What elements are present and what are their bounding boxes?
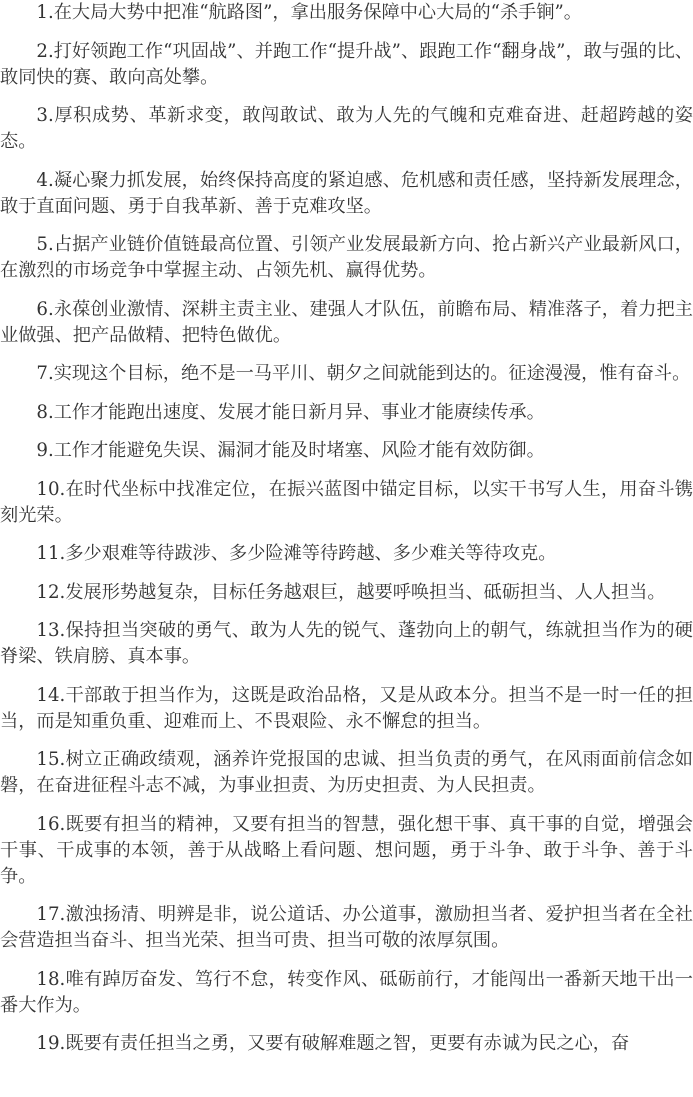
paragraph-19: 19.既要有责任担当之勇，又要有破解难题之智，更要有赤诚为民之心，奋 bbox=[36, 1033, 630, 1054]
paragraph-17: 17.激浊扬清、明辨是非，说公道话、办公道事，激励担当者、爱护担当者在全社会营造担当奋斗、担当光荣、担当可贵、担当可敬的浓厚氛围。 bbox=[0, 904, 693, 951]
paragraph-6: 6.永葆创业激情、深耕主责主业、建强人才队伍，前瞻布局、精准落子，着力把主业做强、把产品做精、把特色做优。 bbox=[0, 298, 693, 346]
paragraph-8: 8.工作才能跑出速度、发展才能日新月异、事业才能赓续传承。 bbox=[36, 401, 545, 423]
paragraph-13: 13.保持担当突破的勇气、敢为人先的锐气、蓬勃向上的朝气，练就担当作为的硬脊梁、铁肩膀、真本事。 bbox=[0, 620, 693, 667]
paragraph-14: 14.干部敢于担当作为，这既是政治品格，又是从政本分。担当不是一时一任的担当，而是知重负重、迎难而上、不畏艰险、永不懈怠的担当。 bbox=[0, 684, 693, 732]
paragraph-15: 15.树立正确政绩观，涵养许党报国的忠诚、担当负责的勇气，在风雨面前信念如磐，在奋进征程斗志不减，为事业担责、为历史担责、为人民担责。 bbox=[0, 749, 693, 796]
paragraph-7: 7.实现这个目标，绝不是一马平川、朝夕之间就能到达的。征途漫漫，惟有奋斗。 bbox=[36, 363, 691, 384]
paragraph-10: 10.在时代坐标中找准定位，在振兴蓝图中锚定目标，以实干书写人生，用奋斗镌刻光荣。 bbox=[0, 478, 693, 526]
paragraph-18: 18.唯有踔厉奋发、笃行不怠，转变作风、砥砺前行，才能闯出一番新天地干出一番大作为。 bbox=[0, 968, 693, 1016]
paragraph-1: 1.在大局大势中把准“航路图”，拿出服务保障中心大局的“杀手锏”。 bbox=[36, 2, 582, 23]
paragraph-16: 16.既要有担当的精神，又要有担当的智慧，强化想干事、真干事的自觉，增强会干事、干成事的本领，善于从战略上看问题、想问题，勇于斗争、敢于斗争、善于斗争。 bbox=[0, 813, 693, 887]
paragraph-3: 3.厚积成势、革新求变，敢闯敢试、敢为人先的气魄和克难奋进、赶超跨越的姿态。 bbox=[0, 105, 693, 152]
paragraph-5: 5.占据产业链价值链最高位置、引领产业发展最新方向、抢占新兴产业最新风口，在激烈的市场竞争中掌握主动、占领先机、赢得优势。 bbox=[0, 234, 693, 281]
paragraph-12: 12.发展形势越复杂，目标任务越艰巨，越要呼唤担当、砥砺担当、人人担当。 bbox=[36, 581, 666, 603]
paragraph-11: 11.多少艰难等待跋涉、多少险滩等待跨越、多少难关等待攻克。 bbox=[36, 543, 557, 564]
paragraph-2: 2.打好领跑工作“巩固战”、并跑工作“提升战”、跟跑工作“翻身战”，敢与强的比、敢同快的赛、敢向高处攀。 bbox=[0, 40, 693, 88]
paragraph-4: 4.凝心聚力抓发展，始终保持高度的紧迫感、危机感和责任感，坚持新发展理念，敢于直面问题、勇于自我革新、善于克难攻坚。 bbox=[0, 169, 693, 217]
paragraph-9: 9.工作才能避免失误、漏洞才能及时堵塞、风险才能有效防御。 bbox=[36, 440, 545, 461]
